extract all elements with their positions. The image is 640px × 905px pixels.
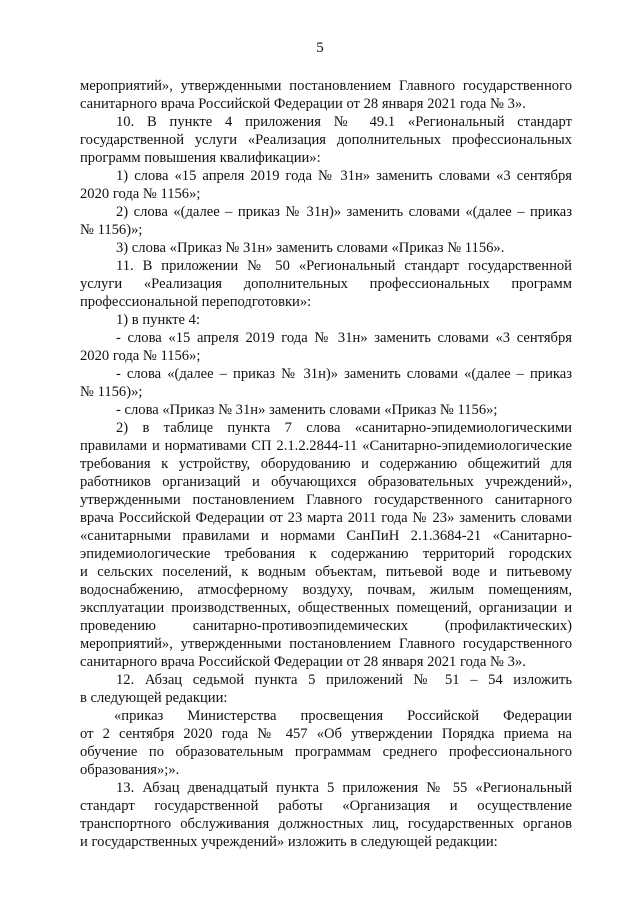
text-line: государственной услуги «Реализация дополнительных профессиональных: [80, 132, 572, 148]
text-line: и сельских поселений, к водным объектам, питьевой воде и питьевому: [80, 564, 572, 580]
text-line: 1) в пункте 4:: [116, 312, 201, 328]
text-line: услуги «Реализация дополнительных профессиональных программ: [80, 276, 572, 292]
text-line: - слова «15 апреля 2019 года № 31н» заменить словами «3 сентября: [116, 330, 572, 346]
text-line: «санитарными правилами и нормами СанПиН 2.1.3684-21 «Санитарно-: [80, 528, 572, 544]
text-line: 2020 года № 1156»;: [80, 348, 201, 364]
text-line: 13. Абзац двенадцатый пункта 5 приложения № 55 «Региональный: [116, 780, 572, 796]
text-line: водоснабжению, атмосферному воздуху, почвам, жилым помещениям,: [80, 582, 572, 598]
text-line: 2) слова «(далее – приказ № 31н)» заменить словами «(далее – приказ: [116, 204, 572, 220]
text-line: санитарного врача Российской Федерации от 28 января 2021 года № 3».: [80, 96, 526, 112]
text-line: транспортного обслуживания должностных лиц, государственных органов: [80, 816, 572, 832]
page-number: 5: [316, 40, 324, 56]
text-line: эпидемиологические требования к содержанию территорий городских: [80, 546, 572, 562]
text-line: № 1156)»;: [80, 384, 143, 400]
text-line: профессиональной переподготовки»:: [80, 294, 312, 310]
text-line: - слова «(далее – приказ № 31н)» заменить словами «(далее – приказ: [116, 366, 572, 382]
text-line: 2) в таблице пункта 7 слова «санитарно-эпидемиологическими: [116, 420, 572, 436]
text-line: обучение по образовательным программам среднего профессионального: [80, 744, 572, 760]
text-line: врача Российской Федерации от 23 марта 2011 года № 23» заменить словами: [80, 510, 572, 526]
text-line: 3) слова «Приказ № 31н» заменить словами «Приказ № 1156».: [116, 240, 505, 256]
text-line: проведению санитарно-противоэпидемических (профилактических): [80, 618, 572, 634]
text-line: от 2 сентября 2020 года № 457 «Об утверждении Порядка приема на: [80, 726, 572, 742]
text-line: и государственных учреждений» изложить в следующей редакции:: [80, 834, 498, 850]
text-line: № 1156)»;: [80, 222, 143, 238]
text-line: мероприятий», утвержденными постановлением Главного государственного: [80, 78, 572, 94]
text-line: утвержденными постановлением Главного государственного санитарного: [80, 492, 572, 508]
text-line: эксплуатации производственных, общественных помещений, организации и: [80, 600, 572, 616]
text-line: работников организаций и обучающихся образовательных учреждений»,: [80, 474, 572, 490]
text-line: стандарт государственной работы «Организация и осуществление: [80, 798, 572, 814]
text-line: 10. В пункте 4 приложения № 49.1 «Региональный стандарт: [116, 114, 572, 130]
text-line: требования к устройству, оборудованию и содержанию общежитий для: [80, 456, 572, 472]
text-line: программ повышения квалификации»:: [80, 150, 321, 166]
text-line: 11. В приложении № 50 «Региональный стандарт государственной: [116, 258, 572, 274]
text-line: 12. Абзац седьмой пункта 5 приложений № 51 – 54 изложить: [116, 672, 572, 688]
text-line: 2020 года № 1156»;: [80, 186, 201, 202]
text-line: «приказ Министерства просвещения Российской Федерации: [114, 708, 572, 724]
text-line: 1) слова «15 апреля 2019 года № 31н» заменить словами «3 сентября: [116, 168, 572, 184]
text-line: - слова «Приказ № 31н» заменить словами «Приказ № 1156»;: [116, 402, 498, 418]
text-line: образования»;».: [80, 762, 180, 778]
text-line: мероприятий», утвержденными постановлением Главного государственного: [80, 636, 572, 652]
text-line: санитарного врача Российской Федерации от 28 января 2021 года № 3».: [80, 654, 526, 670]
text-line: в следующей редакции:: [80, 690, 228, 706]
text-line: правилами и нормативами СП 2.1.2.2844-11 «Санитарно-эпидемиологические: [80, 438, 572, 454]
